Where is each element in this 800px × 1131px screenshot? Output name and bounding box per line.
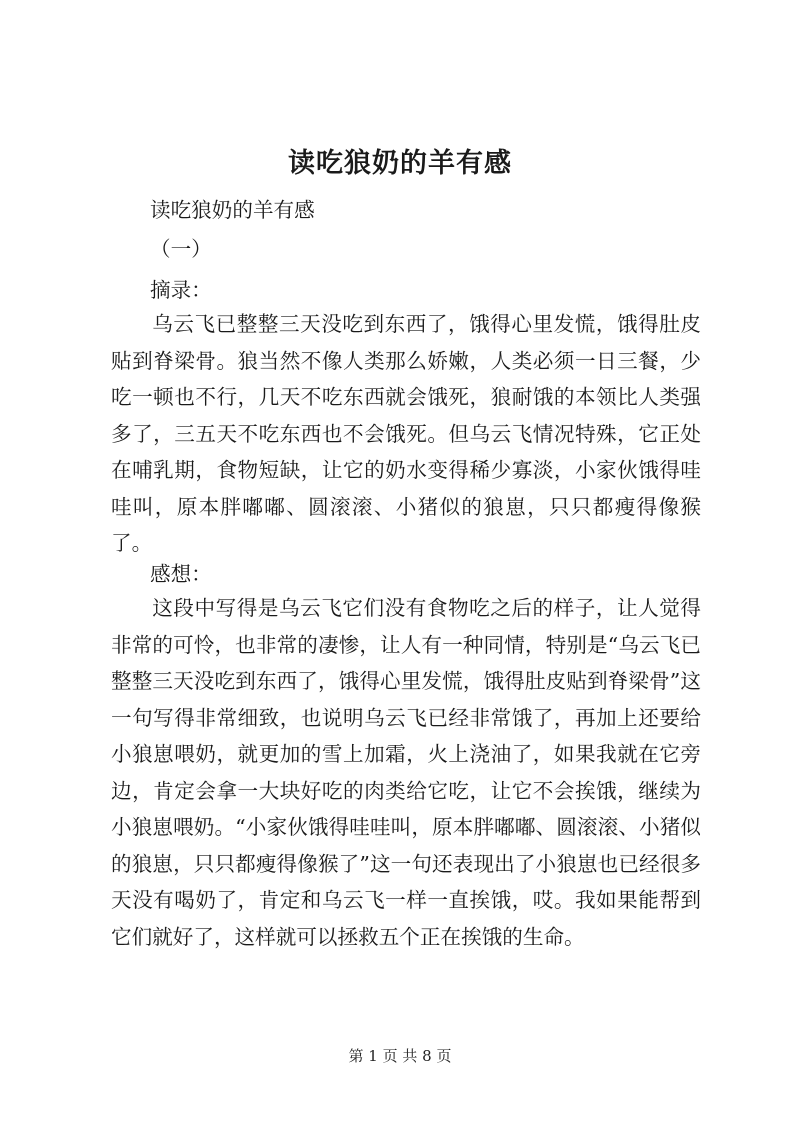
excerpt-label: 摘录： [150,278,212,302]
document-title: 读吃狼奶的羊有感 [288,148,512,179]
subtitle: 读吃狼奶的羊有感 [150,198,315,222]
reflection-label: 感想： [150,562,212,586]
reflection-paragraph: 这段中写得是乌云飞它们没有食物吃之后的样子，让人觉得非常的可怜，也非常的凄惨，让人有一种同情，特别是“乌云飞已整整三天没吃到东西了，饿得心里发慌，饿得肚皮贴到脊梁骨”这一句写得非常细致，也说明乌云飞已经非常饿了，再加上还要给小狼崽喂奶，就更加的雪上加霜，火上浇油了，如果我就在它旁边，肯定会拿一大块好吃的肉类给它吃，让它不会挨饿，继续为小狼崽喂奶。“小家伙饿得哇哇叫，原本胖嘟嘟、圆滚滚、小猪似的狼崽，只只都瘦得像猴了”这一句还表现出了小狼崽也已经很多天没有喝奶了，肯定和乌云飞一样一直挨饿，哎。我如果能帮到它们就好了，这样就可以拯救五个正在挨饿的生命。 [111,596,701,949]
excerpt-paragraph: 乌云飞已整整三天没吃到东西了，饿得心里发慌，饿得肚皮贴到脊梁骨。狼当然不像人类那么娇嫩，人类必须一日三餐，少吃一顿也不行，几天不吃东西就会饿死，狼耐饿的本领比人类强多了，三五天不吃东西也不会饿死。但乌云飞情况特殊，它正处在哺乳期，食物短缺，让它的奶水变得稀少寡淡，小家伙饿得哇哇叫，原本胖嘟嘟、圆滚滚、小猪似的狼崽，只只都瘦得像猴了。 [111,312,701,555]
section-number: （一） [150,237,212,261]
page-footer: 第 1 页 共 8 页 [348,1047,452,1065]
